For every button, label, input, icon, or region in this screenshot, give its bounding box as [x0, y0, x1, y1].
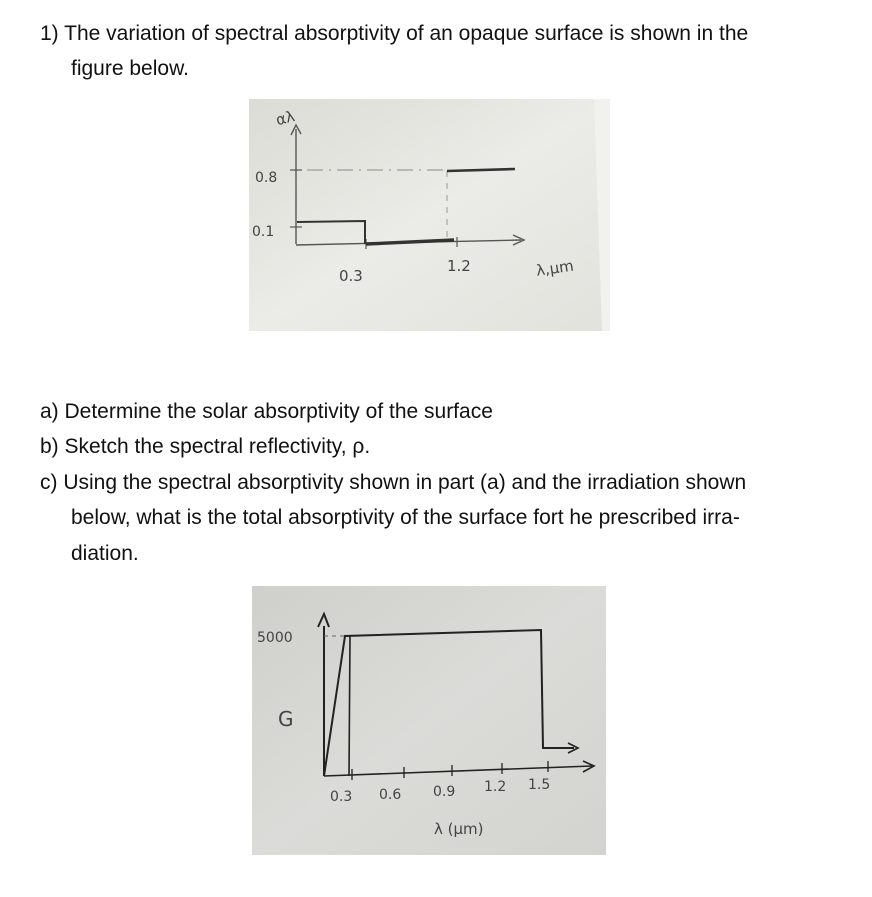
question-line-1: 1) The variation of spectral absorptivity of an opaque surface is shown in the	[40, 22, 749, 45]
part-b-text: b) Sketch the spectral reflectivity, ρ.	[40, 435, 371, 458]
y-tick-5000: 5000	[257, 630, 293, 646]
question-line-2: figure below.	[71, 57, 189, 80]
x-tick-1.2: 1.2	[484, 779, 507, 795]
x-tick-0.3: 0.3	[330, 789, 353, 805]
part-c-line-2: below, what is the total absorptivity of the surface fort he prescribed irra-	[71, 506, 740, 529]
y-axis-label: G	[278, 707, 294, 731]
x-tick-0.9: 0.9	[433, 784, 456, 800]
figure-2-photo	[252, 586, 606, 855]
y-axis-label: αλ	[273, 107, 297, 130]
x-axis-label: λ,μm	[534, 256, 575, 280]
x-tick-0.3: 0.3	[339, 267, 363, 285]
part-a-text: a) Determine the solar absorptivity of the surface	[40, 400, 493, 423]
part-c-line-1: c) Using the spectral absorptivity shown in part (a) and the irradiation shown	[40, 471, 747, 494]
x-tick-1.2: 1.2	[447, 257, 471, 275]
x-tick-0.6: 0.6	[379, 787, 402, 803]
irradiation-left-edge	[349, 636, 350, 776]
x-axis-label: λ (μm)	[434, 820, 484, 838]
figure-1-photo	[249, 99, 610, 331]
y-tick-0.8: 0.8	[255, 170, 278, 186]
paper-background	[252, 586, 606, 855]
absorptivity-plot	[249, 99, 610, 331]
x-tick-1.5: 1.5	[528, 777, 551, 793]
paper-background	[249, 99, 610, 331]
irradiation-plot	[252, 586, 606, 855]
part-c-line-3: diation.	[71, 542, 139, 565]
y-tick-0.1: 0.1	[252, 224, 275, 240]
